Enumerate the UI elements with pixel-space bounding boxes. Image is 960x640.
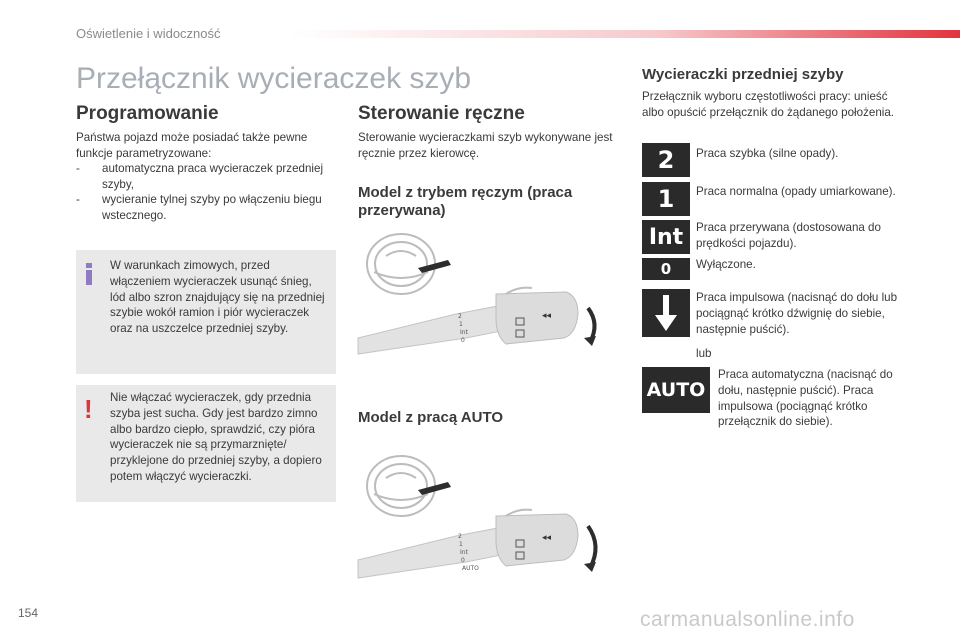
front-wipers-heading: Wycieraczki przedniej szyby [642,66,844,83]
warning-text: Nie włączać wycieraczek, gdy przednia szyba jest sucha. Gdy jest bardzo zimno albo bardzo ciepło, sprawdzić, czy pióra wycieraczek nie są przymarznięte/ przyklejone do przedniej szyby, a dopiero potem włączyć wycieraczki. [110,391,322,483]
front-wipers-intro: Przełącznik wyboru częstotliwości pracy: unieść albo opuścić przełącznik do żądanego położenia. [642,90,895,119]
mode-tile-auto: AUTO [642,367,710,413]
or-label: lub [696,347,712,360]
programowanie-intro: Państwa pojazd może posiadać także pewne funkcje parametryzowane: [76,131,308,160]
stalk-label-0: 0 [461,557,465,564]
rotate-arrow-icon [588,526,596,568]
sterowanie-heading: Sterowanie ręczne [358,103,525,124]
header-accent-bar [290,30,960,38]
info-text: W warunkach zimowych, przed włączeniem wycieraczek usunąć śnieg, lód albo szron znajdujący się na przedniej szybie wokół ramion i piór wycieraczek oraz na uszczelce przedniej szyby. [110,259,325,336]
manual-mode-heading: Model z trybem ręczym (praca przerywana) [358,184,573,219]
section-header: Oświetlenie i widoczność [76,26,221,41]
mode-tile-2: 2 [642,143,690,177]
mode-desc-0: Wyłączone. [696,258,756,271]
stalk-label-1: 1 [459,541,463,548]
auto-mode-heading: Model z pracą AUTO [358,409,504,426]
mode-desc-impulse: Praca impulsowa (nacisnąć do dołu lub pociągnąć krótko dźwignię do siebie, następnie puścić). [696,291,898,336]
mode-tile-0: 0 [642,258,690,280]
arrow-down-icon [642,289,690,337]
stalk-label-2: 2 [458,533,462,540]
info-icon [82,263,96,285]
rewind-icon: ◂◂ [542,533,552,543]
sterowanie-text: Sterowanie wycieraczkami szyb wykonywane jest ręcznie przez kierowcę. [358,131,613,160]
mode-desc-2: Praca szybka (silne opady). [696,147,839,160]
mode-desc-1: Praca normalna (opady umiarkowane). [696,185,896,198]
list-item: - automatyczna praca wycieraczek przedniej szyby, [76,161,338,192]
stalk-label-int: Int [460,549,468,556]
watermark: carmanualsonline.info [640,608,855,631]
exclamation-icon: ! [84,394,93,424]
page-title: Przełącznik wycieraczek szyb [76,62,472,95]
stalk-label-auto: AUTO [462,565,479,572]
programowanie-heading: Programowanie [76,103,219,124]
mode-tile-int: Int [642,220,690,254]
list-item: - wycieranie tylnej szyby po włączeniu biegu wstecznego. [76,192,338,223]
stalk-label-0: 0 [461,337,465,344]
wiper-stalk-manual-illustration [356,226,606,366]
mode-desc-auto: Praca automatyczna (nacisnąć do dołu, następnie puścić). Praca impulsowa (pociągnąć krótko przełącznik do siebie). [718,368,893,429]
stalk-label-int: Int [460,329,468,336]
page-number: 154 [18,606,39,620]
programowanie-text [76,130,338,223]
stalk-label-2: 2 [458,313,462,320]
stalk-label-1: 1 [459,321,463,328]
mode-tile-1: 1 [642,182,690,216]
wiper-stalk-auto-illustration [356,446,606,586]
rewind-icon: ◂◂ [542,311,552,321]
mode-desc-int: Praca przerywana (dostosowana do prędkości pojazdu). [696,221,881,250]
